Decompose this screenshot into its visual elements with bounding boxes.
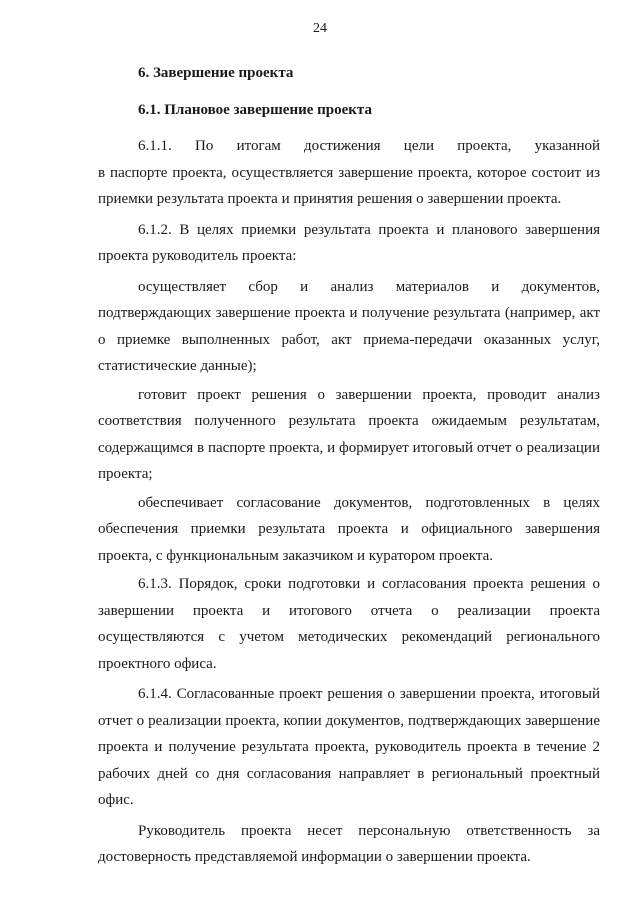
subsection-title: 6.1. Плановое завершение проекта	[138, 101, 372, 118]
list-item: осуществляет сбор и анализ материалов и документов, подтверждающих завершение проекта и получение результата (например, акт о приемке выполненных работ, акт приема-передачи оказанных услуг, статистические данные);	[98, 278, 600, 374]
paragraph-6-1-1-first-line: 6.1.1. По итогам достижения цели проекта, указанной	[138, 138, 600, 154]
section-title: 6. Завершение проекта	[138, 65, 294, 81]
paragraph-6-1-2: 6.1.2. В целях приемки результата проекта и планового завершения проекта руководитель проекта:	[98, 221, 600, 264]
paragraph-6-1-4: 6.1.4. Согласованные проект решения о завершении проекта, итоговый отчет о реализации проекта, копии документов, подтверждающих завершение проекта и получение результата проекта, руководитель проекта в течение 2 рабочих дней со дня согласования направляет в региональный проектный офис.	[98, 686, 600, 808]
list-item: обеспечивает согласование документов, подготовленных в целях обеспечения приемки результата проекта и официального завершения проекта, с функциональным заказчиком и куратором проекта.	[98, 494, 600, 564]
paragraph-6-1-3: 6.1.3. Порядок, сроки подготовки и согласования проекта решения о завершении проекта и итогового отчета о реализации проекта осуществляются с учетом методических рекомендаций регионального проектного офиса.	[98, 576, 600, 672]
page-number: 24	[313, 21, 327, 36]
list-item: готовит проект решения о завершении проекта, проводит анализ соответствия полученного результата проекта ожидаемым результатам, содержащимся в паспорте проекта, и формирует итоговый отчет о реализации проекта;	[98, 386, 600, 482]
paragraph-6-1-1	[98, 133, 600, 213]
paragraph-responsibility: Руководитель проекта несет персональную ответственность за достоверность представляемой информации о завершении проекта.	[98, 822, 600, 865]
paragraph-6-1-1-rest: в паспорте проекта, осуществляется завершение проекта, которое состоит из приемки результата проекта и принятия решения о завершении проекта.	[98, 164, 600, 207]
document-body	[98, 60, 600, 875]
